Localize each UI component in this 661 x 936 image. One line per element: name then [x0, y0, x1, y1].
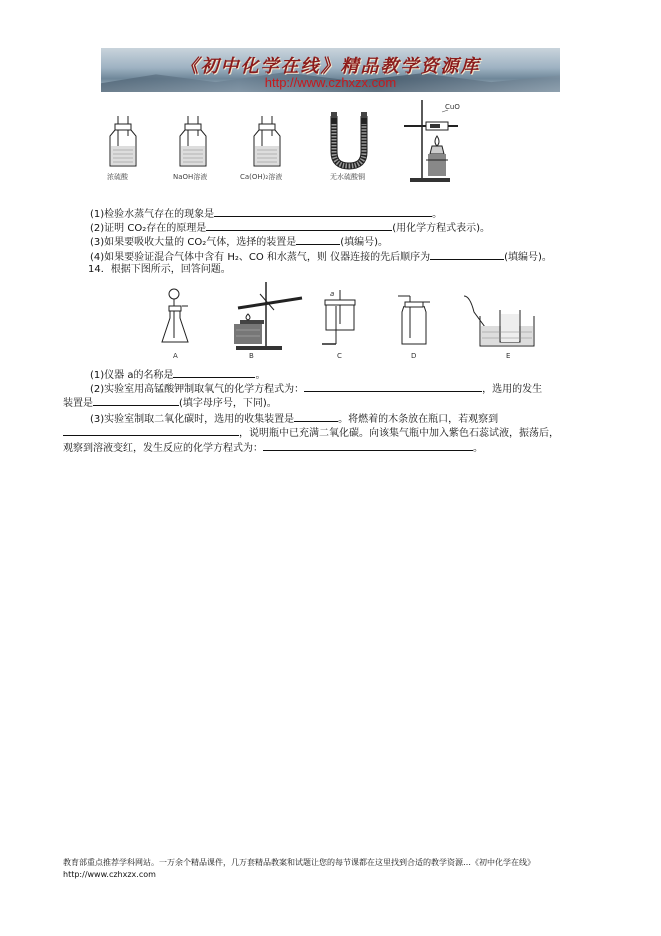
q13-part1-text: (1)检验水蒸气存在的现象是: [90, 209, 215, 220]
apparatus-a-flask-funnel: [160, 286, 192, 348]
label-a: A: [173, 352, 178, 360]
apparatus-d-gas-bottle: [396, 292, 432, 348]
label-e: E: [506, 352, 511, 360]
q14-part3b-end: ，说明瓶中已充满二氧化碳。向该集气瓶中加入紫色石蕊试液，振荡后，: [239, 428, 559, 439]
q13-part2-end: (用化学方程式表示)。: [392, 223, 491, 234]
q14-part2b-text: 装置是: [63, 398, 93, 409]
banner-url[interactable]: http://www.czhxzx.com: [264, 75, 397, 90]
q14-part3-text: (3)实验室制取二氧化碳时，选用的收集装置是: [90, 414, 295, 425]
q14-part3c-end: 。: [473, 443, 483, 454]
q14-part2-end: ，选用的发生: [482, 384, 543, 395]
q13-part3-end: (填编号)。: [340, 237, 389, 248]
label-d: D: [411, 352, 417, 360]
answer-blank[interactable]: [263, 440, 473, 451]
banner-title: 《初中化学在线》精品教学资源库: [180, 56, 481, 77]
apparatus-c-collecting: [318, 284, 360, 350]
q14-part2: [90, 381, 542, 396]
q14-part1-text: (1)仪器 a的名称是: [90, 370, 174, 381]
label-b: B: [249, 352, 254, 360]
apparatus-b-heated-test-tube: [230, 280, 304, 352]
q13-part4: [90, 249, 552, 264]
label-instrument-a: a: [330, 290, 335, 298]
answer-blank[interactable]: [63, 425, 239, 436]
q14-part3-cont: [63, 425, 559, 440]
q14-part2-cont: [63, 395, 277, 410]
apparatus-row-1: [0, 103, 661, 195]
q13-part4-text: (4)如果要验证混合气体中含有 H₂、CO 和水蒸气，则 仪器连接的先后顺序为: [90, 252, 431, 263]
q14-part1: [90, 367, 265, 382]
q14-part1-end: 。: [255, 370, 266, 381]
apparatus-row-2: [0, 280, 661, 370]
label-naoh-solution: NaOH溶液: [173, 173, 208, 181]
answer-blank[interactable]: [214, 206, 432, 217]
label-cuo: CuO: [445, 103, 460, 111]
label-limewater: Ca(OH)₂溶液: [240, 173, 283, 181]
heated-tube-cuo: [400, 98, 470, 188]
q13-part1-end: 。: [432, 209, 443, 220]
q14-part2-text: (2)实验室用高锰酸钾制取氧气的化学方程式为：: [90, 384, 305, 395]
header-banner: [101, 48, 560, 92]
page-footer: 教育部重点推荐学科网站。一万余个精品课件，几万套精品教案和试题让您的每节课都在这里找到合适的教学资源…《初中化学在线》http://www.czhxzx.com: [63, 858, 535, 879]
q14-part3-mid: 。将燃着的木条放在瓶口，若观察到: [338, 414, 499, 425]
q13-part1: [90, 206, 442, 221]
u-tube-anhydrous-cuso4: [326, 112, 372, 170]
q14-part3: [90, 411, 498, 426]
q13-part3: [90, 234, 388, 249]
answer-blank[interactable]: [93, 395, 179, 406]
answer-blank[interactable]: [296, 234, 340, 245]
q14-part2b-end: (填字母序号，下同)。: [179, 398, 277, 409]
gas-washing-bottle-3: [250, 116, 284, 168]
label-anhydrous-cuso4: 无水硫酸铜: [330, 173, 365, 181]
label-conc-sulfuric-acid: 浓硫酸: [107, 173, 128, 181]
q14-part3-cont2: [63, 440, 483, 455]
apparatus-e-water-trough: [460, 292, 536, 348]
q14-part3c-text: 观察到溶液变红，发生反应的化学方程式为：: [63, 443, 263, 454]
answer-blank[interactable]: [294, 411, 338, 422]
q13-part4-end: (填编号)。: [504, 252, 552, 263]
gas-washing-bottle-2: [176, 116, 210, 168]
q13-part3-text: (3)如果要吸收大量的 CO₂气体，选择的装置是: [90, 237, 297, 248]
gas-washing-bottle-1: [106, 116, 140, 168]
q13-part2-text: (2)证明 CO₂存在的原理是: [90, 223, 207, 234]
label-c: C: [337, 352, 342, 360]
q14-heading: 14．根据下图所示，回答问题。: [88, 264, 231, 275]
answer-blank[interactable]: [430, 249, 504, 260]
answer-blank[interactable]: [173, 367, 255, 378]
q13-part2: [90, 220, 490, 235]
answer-blank[interactable]: [304, 381, 482, 392]
answer-blank[interactable]: [206, 220, 392, 231]
